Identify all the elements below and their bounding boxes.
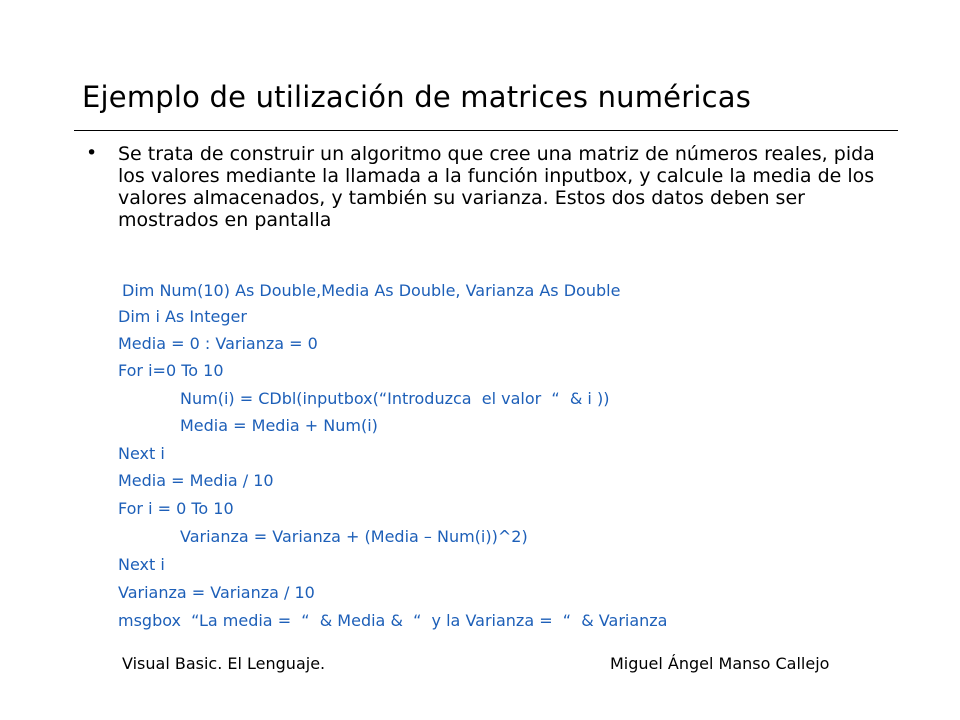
code-line: For i=0 To 10 — [118, 361, 224, 380]
bullet-text: Se trata de construir un algoritmo que cree una matriz de números reales, pida los valores mediante la llamada a la función inputbox, y calcule la media de los valores almacenados, y también su varianza. Estos dos datos deben ser mostrados en pantalla — [118, 143, 875, 231]
code-line: Next i — [118, 555, 165, 574]
code-line: For i = 0 To 10 — [118, 499, 234, 518]
slide-title: Ejemplo de utilización de matrices numéricas — [82, 80, 752, 114]
bullet-marker: • — [86, 142, 98, 164]
footer-course: Visual Basic. El Lenguaje. — [122, 654, 326, 673]
code-line: Media = 0 : Varianza = 0 — [118, 334, 318, 353]
code-line: Dim Num(10) As Double,Media As Double, Varianza As Double — [122, 281, 621, 300]
code-line: Num(i) = CDbl(inputbox(“Introduzca el valor “ & i )) — [180, 389, 610, 408]
code-line: Varianza = Varianza + (Media – Num(i))^2) — [180, 527, 528, 546]
code-line: Varianza = Varianza / 10 — [118, 583, 315, 602]
code-line: Dim i As Integer — [118, 307, 247, 326]
code-line: msgbox “La media = “ & Media & “ y la Varianza = “ & Varianza — [118, 611, 668, 630]
code-line: Media = Media / 10 — [118, 471, 274, 490]
footer-author: Miguel Ángel Manso Callejo — [610, 654, 830, 673]
code-line: Next i — [118, 444, 165, 463]
code-line: Media = Media + Num(i) — [180, 416, 378, 435]
